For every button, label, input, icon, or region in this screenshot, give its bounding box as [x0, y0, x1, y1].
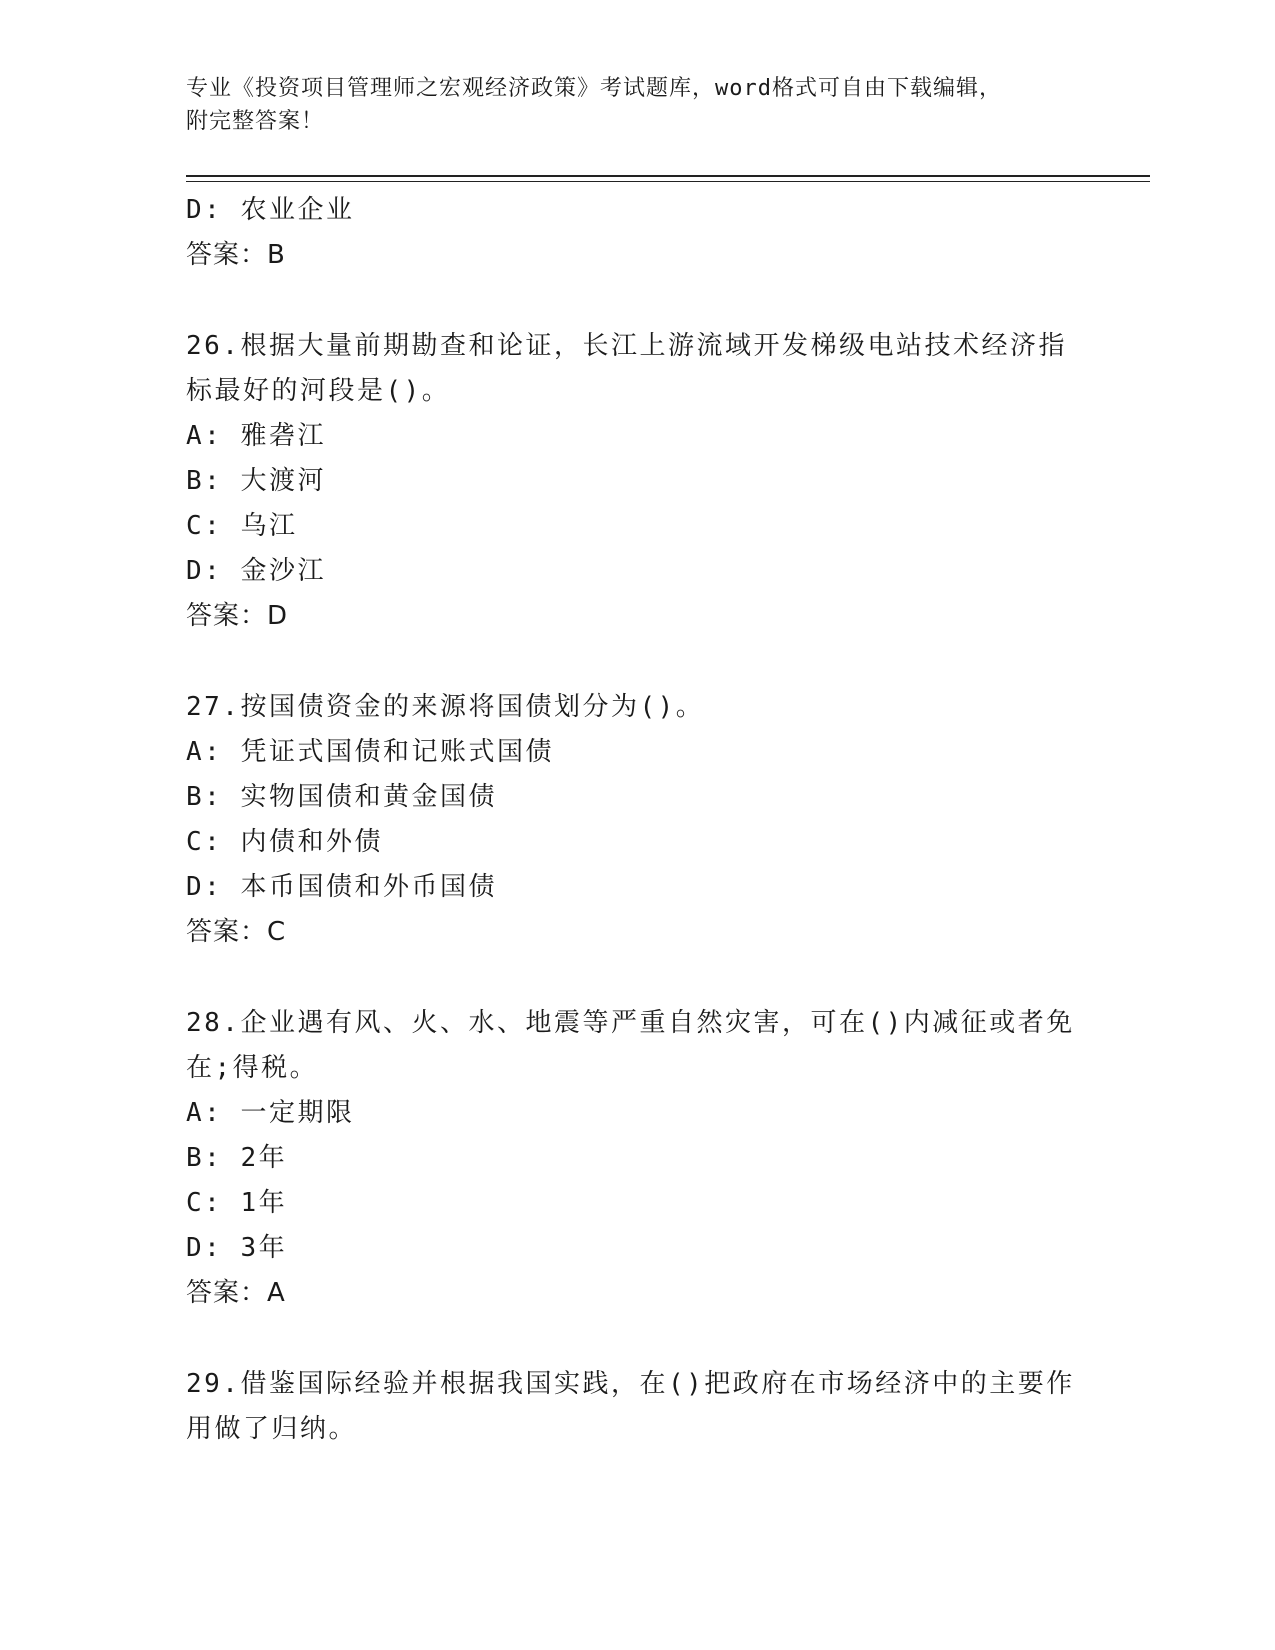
option-a: A: 一定期限 [186, 1098, 355, 1128]
option-d: D: 金沙江 [186, 556, 326, 586]
option-c: C: 内债和外债 [186, 827, 383, 857]
question-stem: 用做了归纳。 [186, 1414, 358, 1444]
answer: 答案：C [186, 917, 287, 947]
header-divider-thick [186, 175, 1150, 177]
answer: 答案：A [186, 1278, 286, 1308]
option-b: B: 实物国债和黄金国债 [186, 782, 497, 812]
prev-option-d: D: 农业企业 [186, 195, 355, 225]
answer: 答案：D [186, 601, 289, 631]
question-stem: 在;得税。 [186, 1053, 319, 1083]
option-b: B: 2年 [186, 1143, 288, 1173]
question-stem: 28.企业遇有风、火、水、地震等严重自然灾害，可在()内减征或者免 [186, 1008, 1075, 1038]
header-divider-thin [186, 181, 1150, 182]
question-content [186, 188, 1086, 1452]
option-d: D: 本币国债和外币国债 [186, 872, 497, 902]
question-29 [186, 1362, 1086, 1452]
header-line-1: 专业《投资项目管理师之宏观经济政策》考试题库，word格式可自由下载编辑， [186, 76, 1002, 101]
question-stem: 29.借鉴国际经验并根据我国实践，在()把政府在市场经济中的主要作 [186, 1369, 1075, 1399]
option-a: A: 雅砻江 [186, 421, 326, 451]
prev-answer: 答案：B [186, 240, 286, 270]
option-c: C: 1年 [186, 1188, 288, 1218]
question-stem: 27.按国债资金的来源将国债划分为()。 [186, 692, 705, 722]
document-header [186, 72, 1086, 138]
question-27 [186, 685, 1086, 955]
option-a: A: 凭证式国债和记账式国债 [186, 737, 554, 767]
question-26 [186, 324, 1086, 639]
question-28 [186, 1001, 1086, 1316]
option-c: C: 乌江 [186, 511, 298, 541]
question-stem: 26.根据大量前期勘查和论证，长江上游流域开发梯级电站技术经济指 [186, 331, 1067, 361]
header-line-2: 附完整答案！ [186, 109, 325, 134]
option-d: D: 3年 [186, 1233, 288, 1263]
option-b: B: 大渡河 [186, 466, 326, 496]
question-stem: 标最好的河段是()。 [186, 376, 451, 406]
